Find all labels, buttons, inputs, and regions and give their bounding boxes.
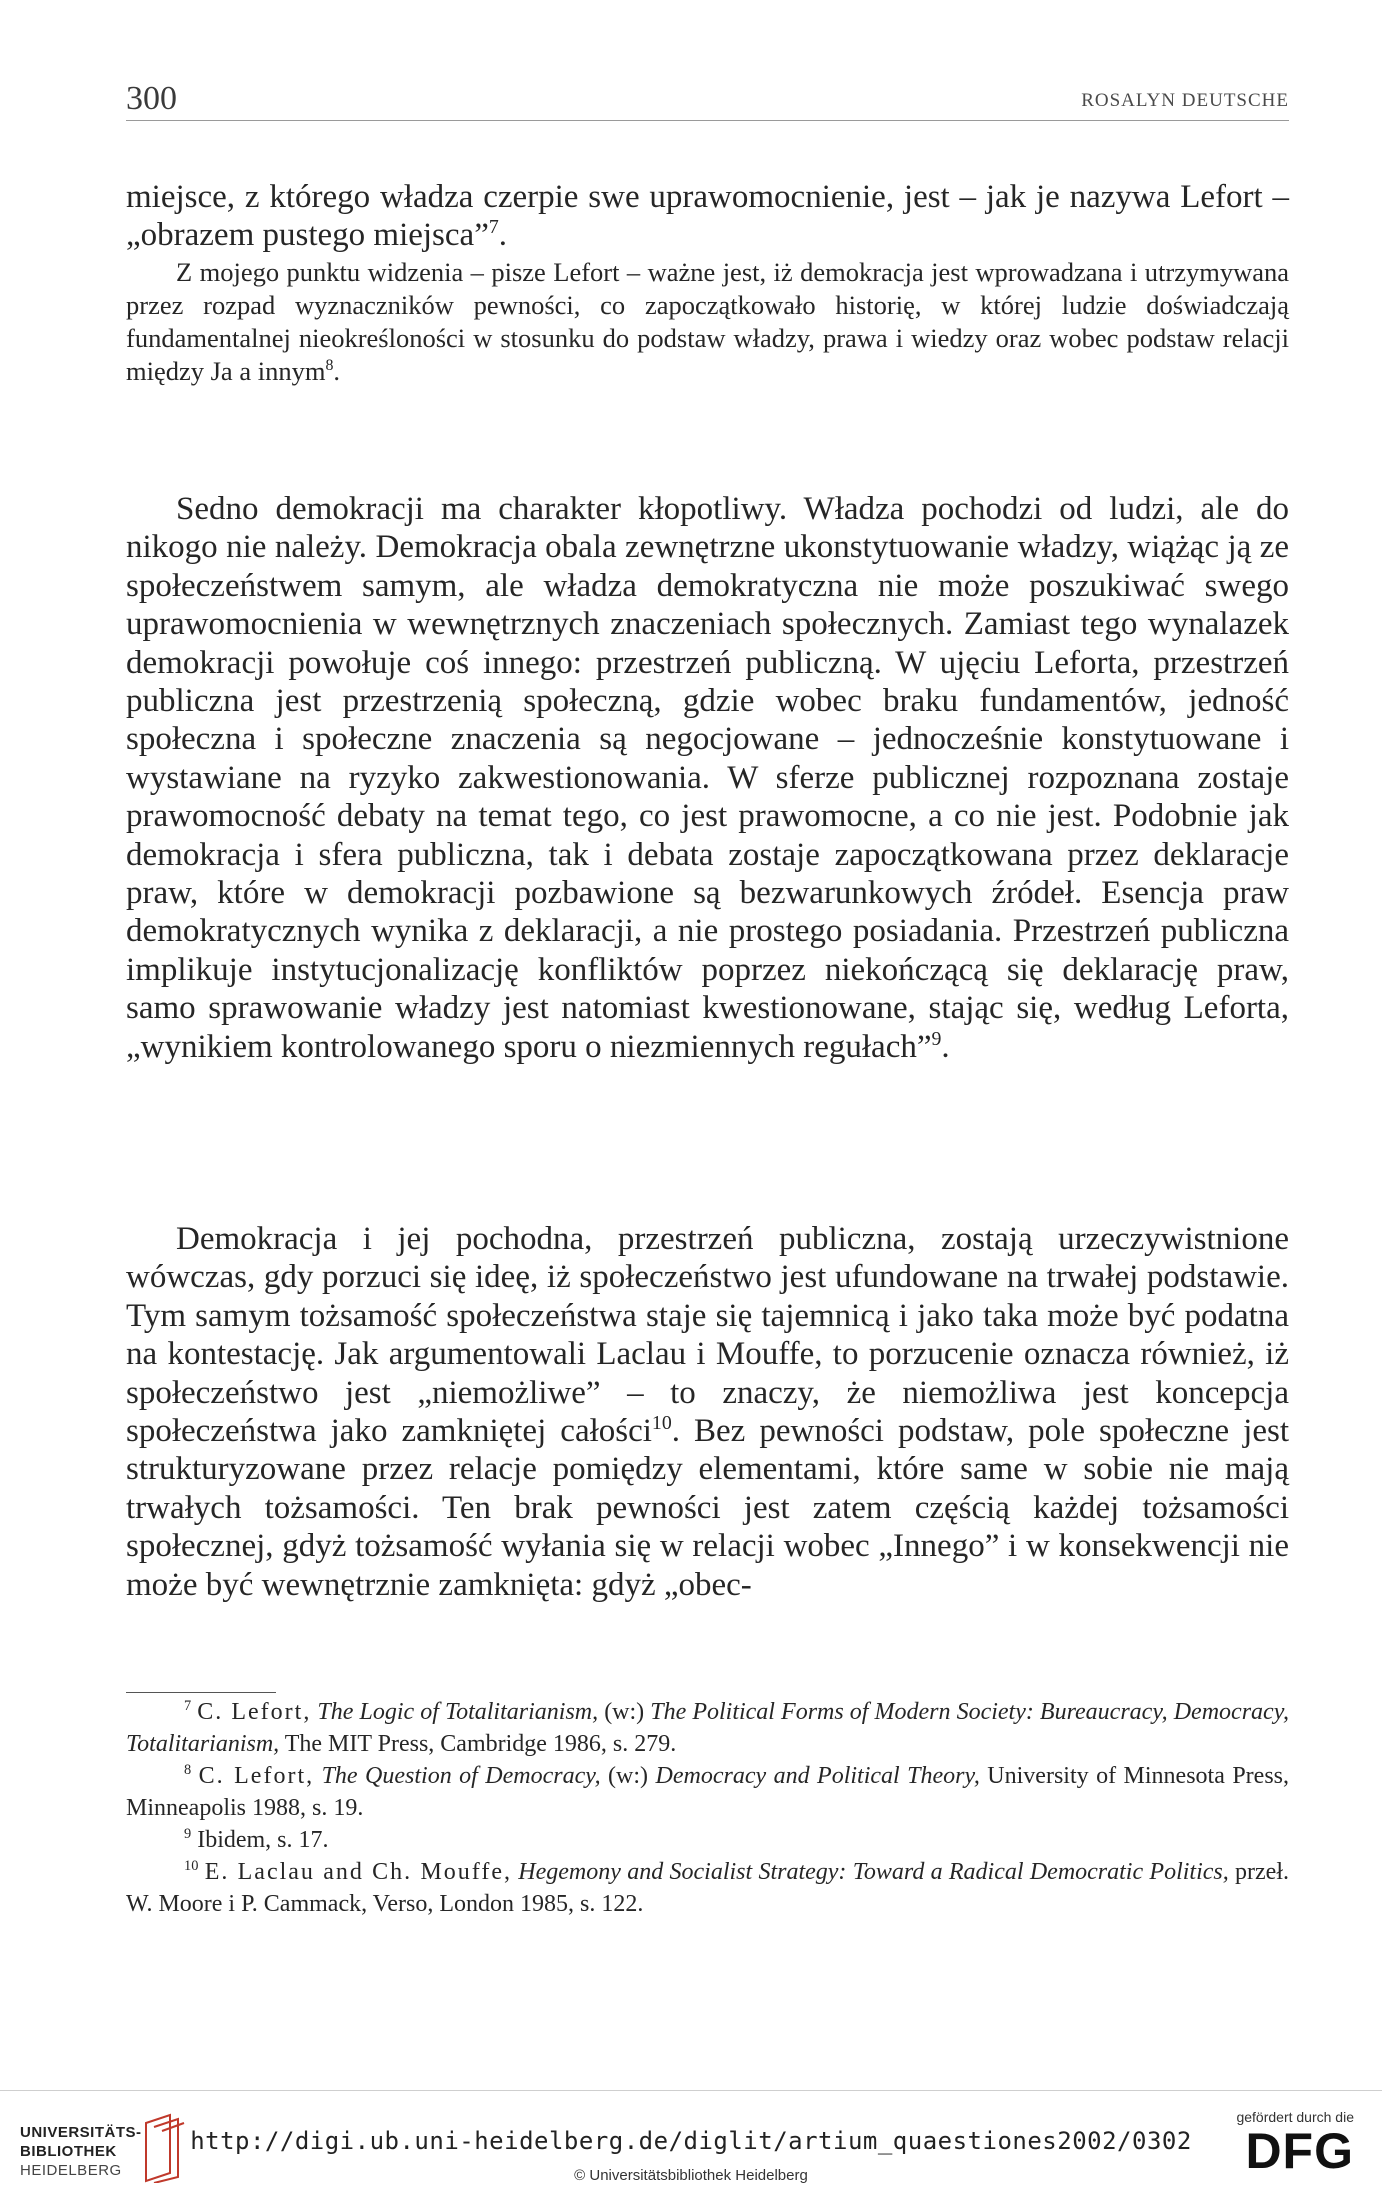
footnote-source: The Political Forms of Modern Society: Bureaucracy, Democracy, Totalitarianism,: [126, 1699, 1290, 1757]
footnote-ref: 7: [488, 216, 499, 239]
funder-logo: [1236, 2109, 1354, 2177]
copyright-notice: © Universitätsbibliothek Heidelberg: [574, 2167, 808, 2184]
footnote-number: 9: [184, 1826, 192, 1842]
quote-tail: .: [333, 356, 341, 386]
footnote-ref: 8: [325, 357, 334, 375]
footnote-number: 8: [184, 1762, 192, 1778]
digitization-footer: [0, 2090, 1382, 2198]
paragraph-text: Demokracja i jej pochodna, przestrzeń publiczna, zostają urzeczywistnione wówczas, gdy porzuci się ideę, iż społeczeństwo jest ufundowane na trwałej podstawie. Tym samym tożsamość społeczeństwa staje się tajemnicą i jako taka może być podatna na kontestację. Jak argumentowali Laclau i Mouffe, to porzucenie oznacza również, iż społeczeństwo jest „niemożliwe” – to znaczy, że niemożliwa jest koncepcja społeczeństwa jako zamkniętej całości: [126, 1221, 1289, 1450]
footnote-9: [126, 1824, 1289, 1856]
footnote-rule: [126, 1692, 276, 1693]
footnote-source: Democracy and Political Theory,: [655, 1763, 980, 1789]
footnote-ref: 10: [651, 1412, 672, 1435]
footnote-author: C. Lefort,: [197, 1699, 312, 1725]
footnote-rest: przeł. W. Moore i P. Cammack, Verso, London 1985, s. 122.: [126, 1859, 1290, 1917]
footnote-10: [126, 1856, 1289, 1920]
paragraph-2: [126, 490, 1289, 1066]
library-name-line1: UNIVERSITÄTS-: [20, 2124, 142, 2141]
paragraph-text-continued: . Bez pewności podstaw, pole społeczne jest strukturyzowane przez relacje pomiędzy elementami, które same w sobie nie mają trwałych tożsamości. Ten brak pewności jest zatem częścią każdej tożsamości społecznej, gdyż tożsamość wyłania się w relacji wobec „Innego” i w konsekwencji nie może być wewnętrznie zamknięta: gdyż „obec-: [126, 1413, 1289, 1603]
paragraph-text: miejsce, z którego władza czerpie swe uprawomocnienie, jest – jak je nazywa Lefort – „obrazem pustego miejsca”: [126, 179, 1289, 254]
footnote-title: The Question of Democracy,: [321, 1763, 601, 1789]
permalink-url[interactable]: http://digi.ub.uni-heidelberg.de/diglit/artium_quaestiones2002/0302: [190, 2127, 1192, 2155]
footnote-rest: University of Minnesota Press, Minneapolis 1988, s. 19.: [126, 1763, 1290, 1821]
footnote-7: [126, 1696, 1289, 1760]
footnote-number: 10: [184, 1858, 199, 1874]
funder-tagline: gefördert durch die: [1236, 2109, 1354, 2125]
footnote-rest: The MIT Press, Cambridge 1986, s. 279.: [279, 1731, 677, 1757]
footnote-8: [126, 1760, 1289, 1824]
footnote-number: 7: [184, 1698, 192, 1714]
footnote-mid: (w:): [600, 1763, 656, 1789]
library-name-line2: BIBLIOTHEK: [20, 2143, 117, 2160]
page-number: 300: [126, 80, 177, 117]
footnote-author: C. Lefort,: [198, 1763, 315, 1789]
running-head: ROSALYN DEUTSCHE: [1081, 90, 1289, 111]
footnote-ref: 9: [931, 1027, 942, 1050]
footnote-text: Ibidem, s. 17.: [197, 1827, 329, 1853]
footnote-title: The Logic of Totalitarianism,: [317, 1699, 599, 1725]
quote-text: Z mojego punktu widzenia – pisze Lefort – ważne jest, iż demokracja jest wprowadzana i utrzymywana przez rozpad wyznaczników pewności, co zapoczątkowało historię, w której ludzie doświadczają fundamentalnej nieokreśloności w stosunku do podstaw władzy, prawa i wiedzy oraz wobec podstaw relacji między Ja a innym: [126, 257, 1289, 386]
paragraph-tail: .: [498, 217, 507, 254]
paragraph-3: [126, 1220, 1289, 1604]
footnote-mid: (w:): [598, 1699, 651, 1725]
block-quote: [126, 256, 1289, 388]
footnote-author: E. Laclau and Ch. Mouffe,: [204, 1859, 512, 1885]
footnotes: [126, 1696, 1289, 1920]
paragraph-text: Sedno demokracji ma charakter kłopotliwy. Władza pochodzi od ludzi, ale do nikogo nie należy. Demokracja obala zewnętrzne ukonstytuowanie władzy, wiążąc ją ze społeczeństwem samym, ale władza demokratyczna nie może poszukiwać swego uprawomocnienia w wewnętrznych znaczeniach społecznych. Zamiast tego wynalazek demokracji powołuje coś innego: przestrzeń publiczną. W ujęciu Leforta, przestrzeń publiczna jest przestrzenią społeczną, gdzie wobec braku fundamentów, jedność społeczna i społeczne znaczenia są negocjowane – jednocześnie konstytuowane i wystawiane na ryzyko zakwestionowania. W sferze publicznej rozpoznana zostaje prawomocność debaty na temat tego, co jest prawomocne, a co nie jest. Podobnie jak demokracja i sfera publiczna, tak i debata zostaje zapoczątkowana przez deklaracje praw, które w demokracji pozbawione są bezwarunkowych źródeł. Esencja praw demokratycznych wynika z deklaracji, a nie prostego posiadania. Przestrzeń publiczna implikuje instytucjonalizację konfliktów poprzez niekończącą się deklarację praw, samo sprawowanie władzy jest natomiast kwestionowane, stając się, według Leforta, „wynikiem kontrolowanego sporu o niezmiennych regułach”: [126, 491, 1289, 1065]
paragraph-1: [126, 178, 1289, 255]
footnote-title: Hegemony and Socialist Strategy: Toward a Radical Democratic Politics,: [518, 1859, 1229, 1885]
dfg-logo-icon: DFG: [1245, 2123, 1354, 2179]
paragraph-tail: .: [941, 1028, 950, 1065]
library-name-line3: HEIDELBERG: [20, 2162, 122, 2179]
page-header: [126, 80, 1289, 121]
